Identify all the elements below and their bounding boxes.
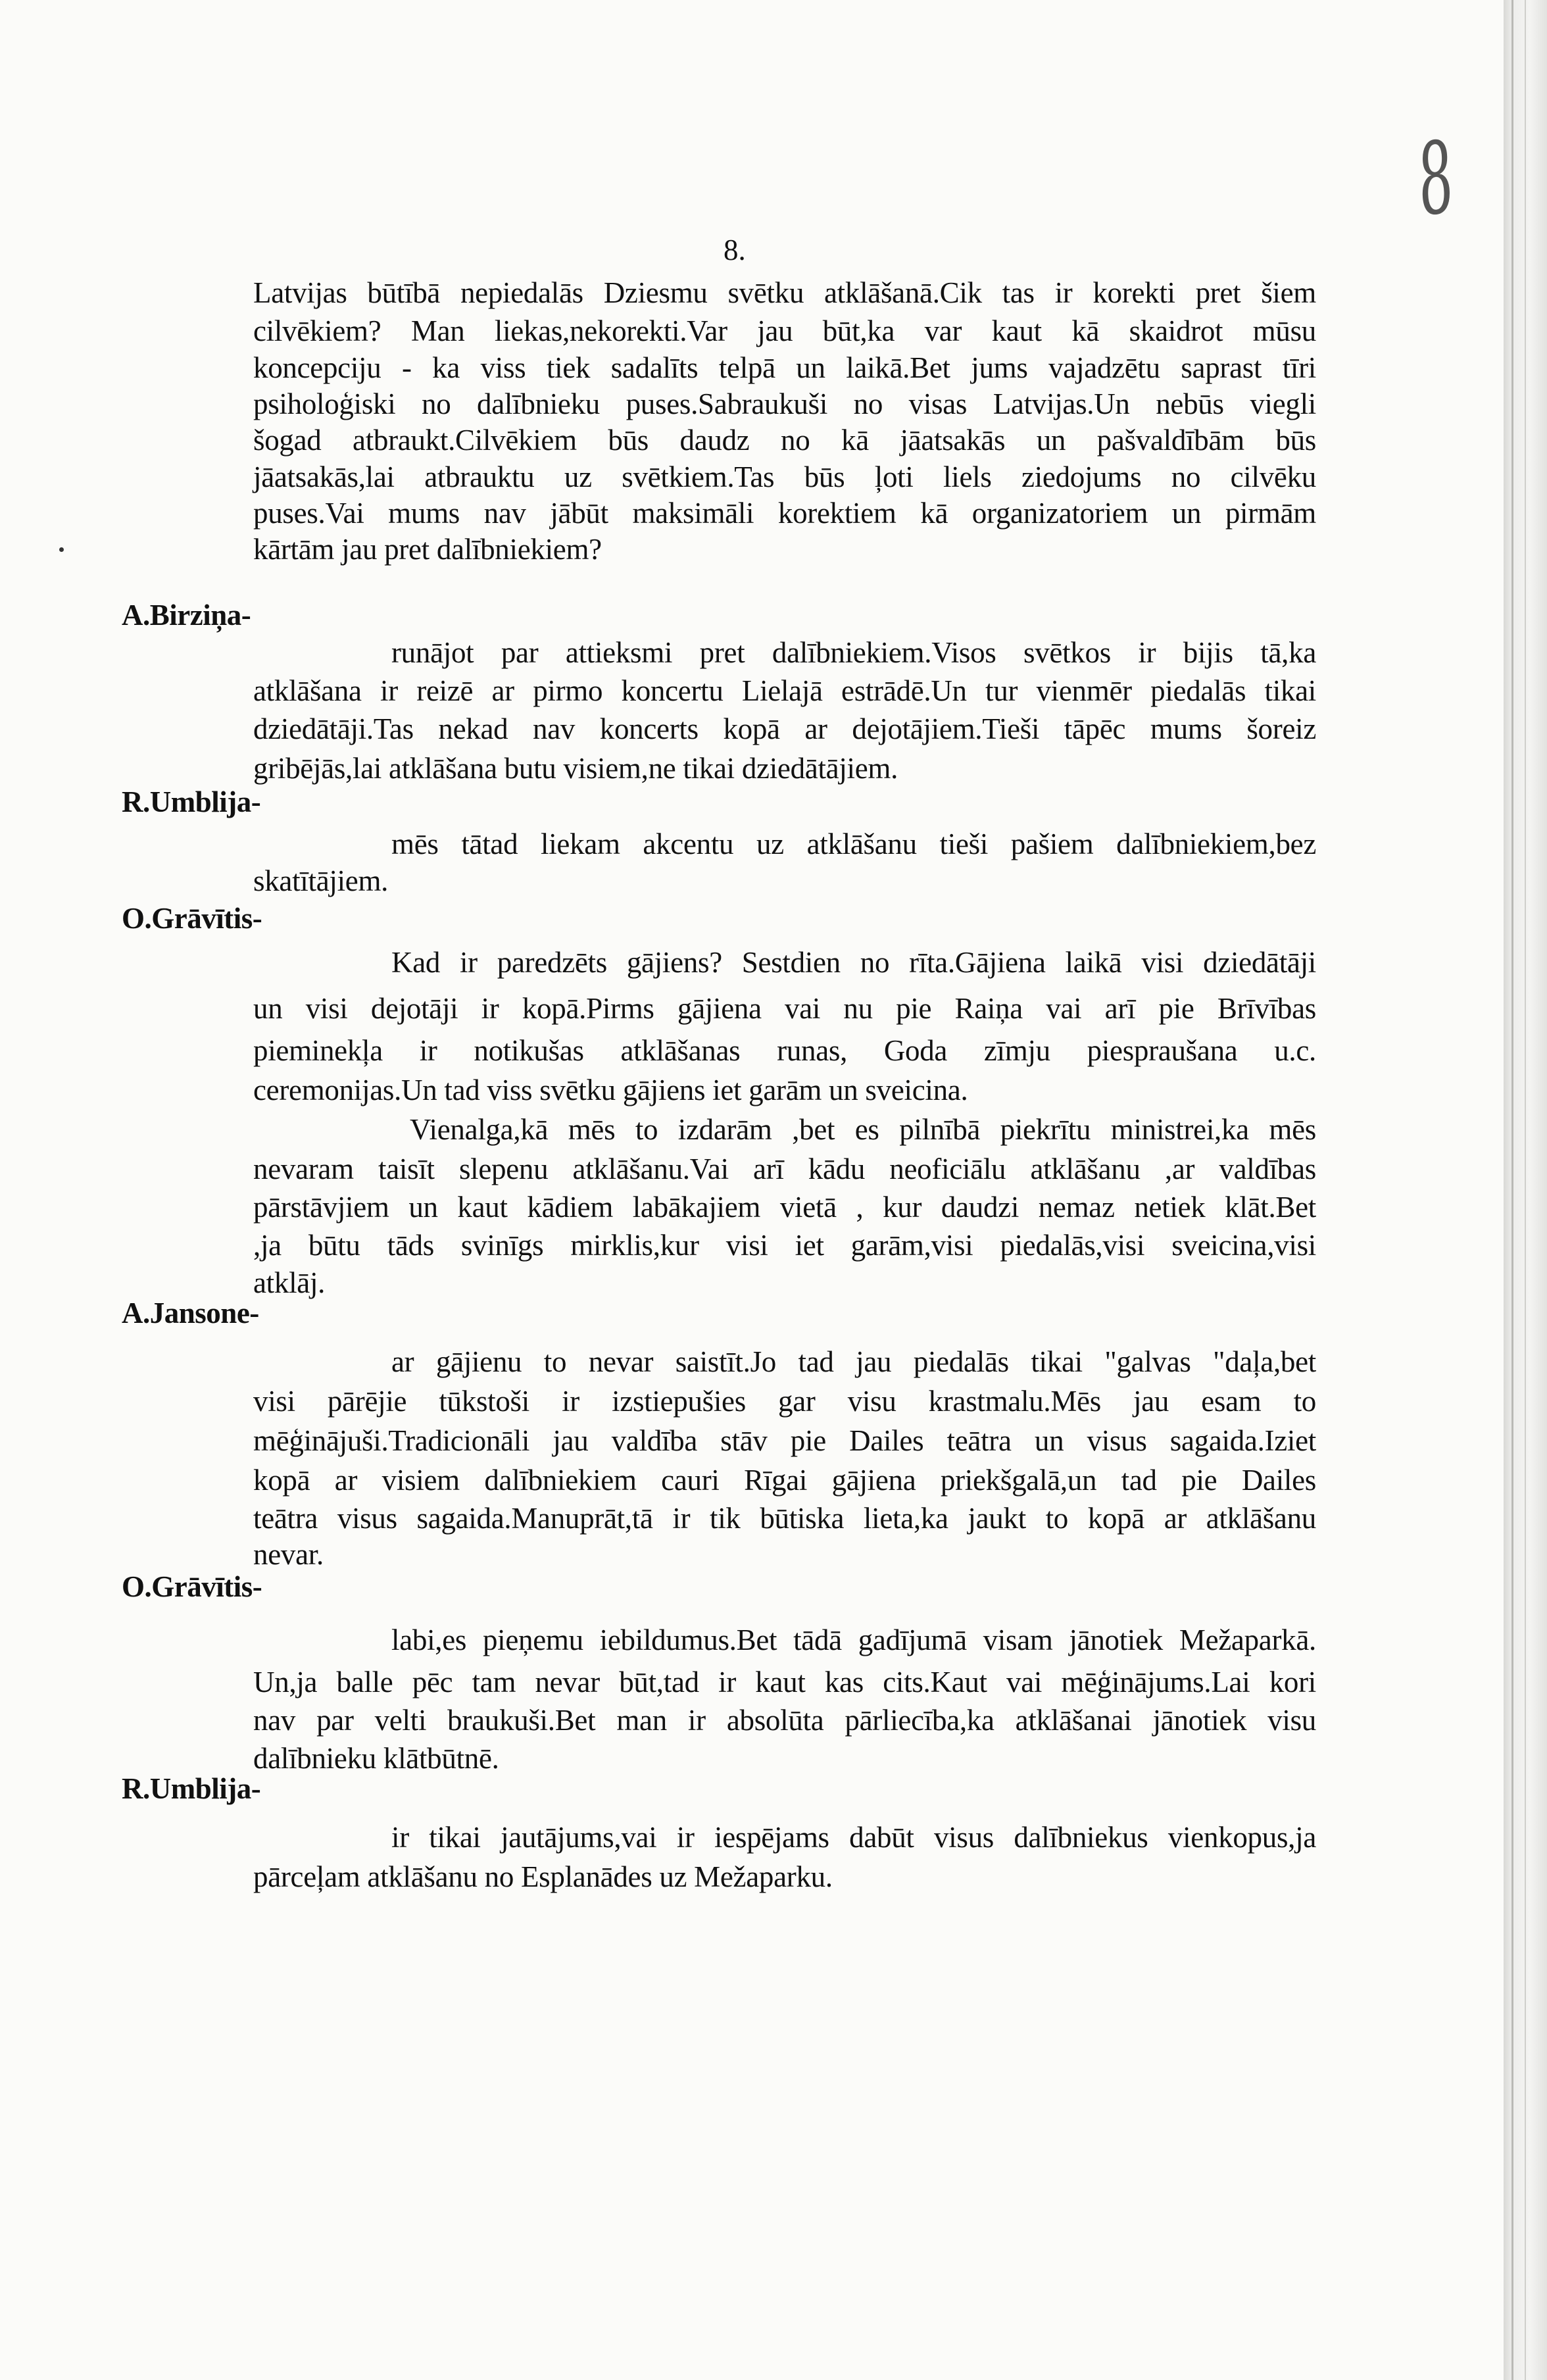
text-line: jāatsakās,lai atbrauktu uz svētkiem.Tas būs ļoti liels ziedojums no cilvēku [253,460,1316,493]
text-line: Un,ja balle pēc tam nevar būt,tad ir kaut kas cits.Kaut vai mēģinājums.Lai kori [253,1666,1316,1698]
text-line: kopā ar visiem dalībniekiem cauri Rīgai gājiena priekšgalā,un tad pie Dailes [253,1464,1316,1497]
margin-dot [59,547,64,552]
handwritten-page-number: 8 [1411,120,1461,239]
text-line: ar gājienu to nevar saistīt.Jo tad jau piedalās tikai "galvas "daļa,bet [391,1345,1316,1378]
text-line: teātra visus sagaida.Manuprāt,tā ir tik būtiska lieta,ka jaukt to kopā ar atklāšanu [253,1502,1316,1535]
text-line: koncepciju - ka viss tiek sadalīts telpā un laikā.Bet jums vajadzētu saprast tīri [253,351,1316,384]
text-line: pieminekļa ir notikušas atklāšanas runas, Goda zīmju piespraušana u.c. [253,1034,1316,1067]
speaker-label: A.Birziņa- [122,599,251,632]
speaker-label: R.Umblija- [122,1772,261,1805]
text-line: cilvēkiem? Man liekas,nekorekti.Var jau būt,ka var kaut kā skaidrot mūsu [253,314,1316,347]
text-line: Kad ir paredzēts gājiens? Sestdien no rīta.Gājiena laikā visi dziedātāji [391,946,1316,979]
text-line: nevaram taisīt slepenu atklāšanu.Vai arī kādu neoficiālu atklāšanu ,ar valdības [253,1153,1316,1185]
text-line: mēģinājuši.Tradicionāli jau valdība stāv pie Dailes teātra un visus sagaida.Iziet [253,1424,1316,1457]
text-line: skatītājiem. [253,864,389,897]
speaker-label: O.Grāvītis- [122,902,262,935]
page-edge-line [1525,0,1526,2380]
text-line: kārtām jau pret dalībniekiem? [253,533,602,566]
text-line: runājot par attieksmi pret dalībniekiem.Visos svētkos ir bijis tā,ka [391,636,1316,669]
text-line: dalībnieku klātbūtnē. [253,1742,499,1775]
speaker-label: O.Grāvītis- [122,1570,262,1603]
text-line: Latvijas būtībā nepiedalās Dziesmu svētku atklāšanā.Cik tas ir korekti pret šiem [253,276,1316,309]
speaker-label: R.Umblija- [122,785,261,818]
text-line: un visi dejotāji ir kopā.Pirms gājiena vai nu pie Raiņa vai arī pie Brīvības [253,992,1316,1025]
text-line: mēs tātad liekam akcentu uz atklāšanu tieši pašiem dalībniekiem,bez [391,828,1316,860]
text-line: gribējās,lai atklāšana butu visiem,ne tikai dziedātājiem. [253,752,898,785]
text-line: atklāšana ir reizē ar pirmo koncertu Lielajā estrādē.Un tur vienmēr piedalās tikai [253,674,1316,707]
text-line: puses.Vai mums nav jābūt maksimāli korektiem kā organizatoriem un pirmām [253,497,1316,530]
page-edge-line [1511,0,1513,2380]
speaker-label: A.Jansone- [122,1297,259,1329]
text-line: dziedātāji.Tas nekad nav koncerts kopā ar dejotājiem.Tieši tāpēc mums šoreiz [253,712,1316,745]
text-line: psiholoģiski no dalībnieku puses.Sabraukuši no visas Latvijas.Un nebūs viegli [253,387,1316,420]
text-line: šogad atbraukt.Cilvēkiem būs daudz no kā jāatsakās un pašvaldībām būs [253,424,1316,457]
text-line: pārceļam atklāšanu no Esplanādes uz Mežaparku. [253,1860,833,1893]
text-line: pārstāvjiem un kaut kādiem labākajiem vietā , kur daudzi nemaz netiek klāt.Bet [253,1191,1316,1224]
text-line: ceremonijas.Un tad viss svētku gājiens iet garām un sveicina. [253,1074,968,1106]
text-line: atklāj. [253,1266,326,1299]
text-line: visi pārējie tūkstoši ir izstiepušies gar visu krastmalu.Mēs jau esam to [253,1385,1316,1418]
text-line: labi,es pieņemu iebildumus.Bet tādā gadījumā visam jānotiek Mežaparkā. [391,1624,1316,1656]
page-number: 8. [724,234,746,266]
text-line: ,ja būtu tāds svinīgs mirklis,kur visi iet garām,visi piedalās,visi sveicina,visi [253,1229,1316,1262]
text-line: ir tikai jautājums,vai ir iespējams dabūt visus dalībniekus vienkopus,ja [391,1821,1316,1854]
text-line: Vienalga,kā mēs to izdarām ,bet es pilnībā piekrītu ministrei,ka mēs [410,1113,1316,1146]
text-line: nav par velti braukuši.Bet man ir absolūta pārliecība,ka atklāšanai jānotiek visu [253,1704,1316,1737]
text-line: nevar. [253,1538,324,1571]
